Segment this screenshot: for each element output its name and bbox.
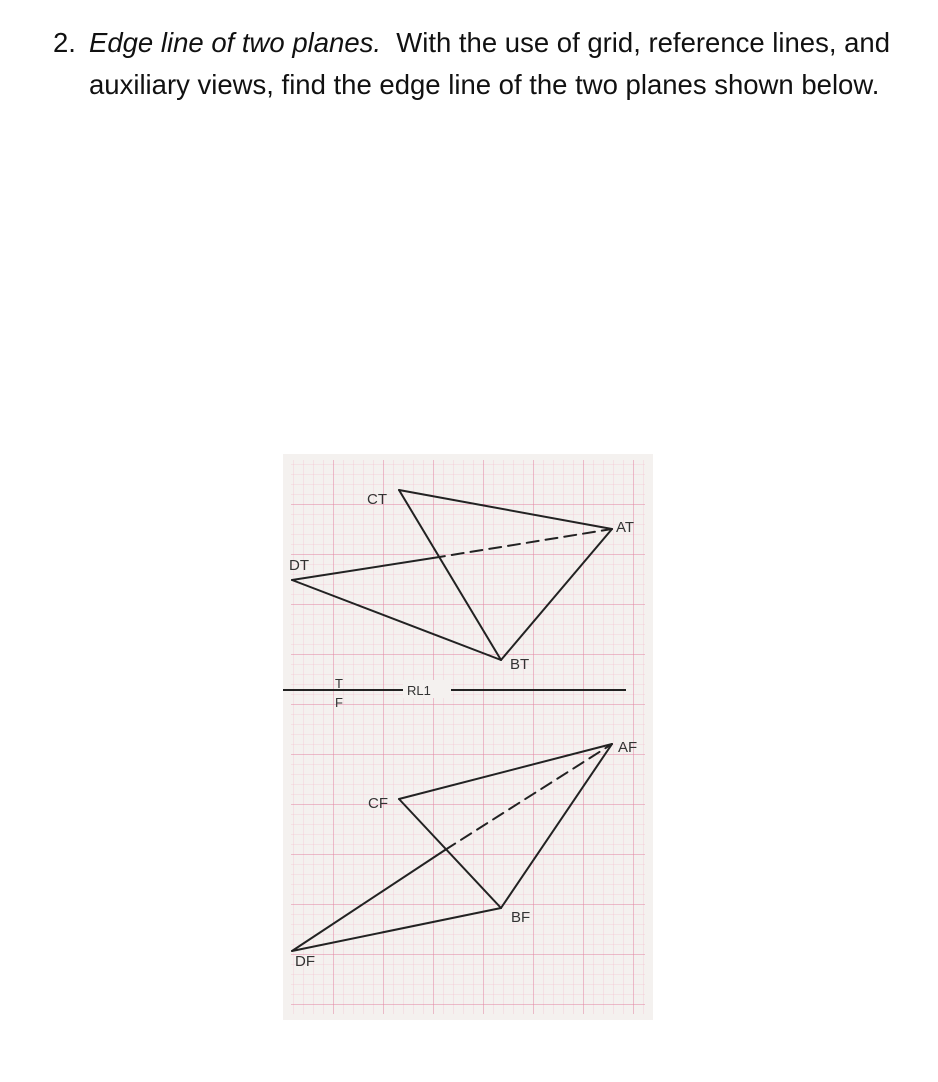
problem-title: Edge line of two planes. [89, 27, 381, 58]
label-at: AT [616, 519, 635, 536]
label-df: DF [295, 953, 315, 970]
label-fold-top: T [335, 676, 343, 691]
drawing-figure [283, 454, 653, 1020]
label-bf: BF [511, 909, 531, 926]
label-cf: CF [368, 795, 388, 812]
problem-body [89, 22, 913, 106]
label-rl1: RL1 [407, 683, 431, 698]
drawing-svg [283, 454, 653, 1020]
problem-number: 2. [53, 27, 76, 58]
grid-major [291, 460, 645, 1014]
problem-text: With the use of grid, reference lines, and auxiliary views, find the edge line of the two planes shown below. [89, 27, 891, 100]
problem-statement [53, 22, 913, 106]
label-fold-front: F [335, 695, 343, 710]
label-bt: BT [510, 656, 530, 673]
label-af: AF [618, 739, 638, 756]
label-dt: DT [289, 557, 309, 574]
label-ct: CT [367, 491, 387, 508]
